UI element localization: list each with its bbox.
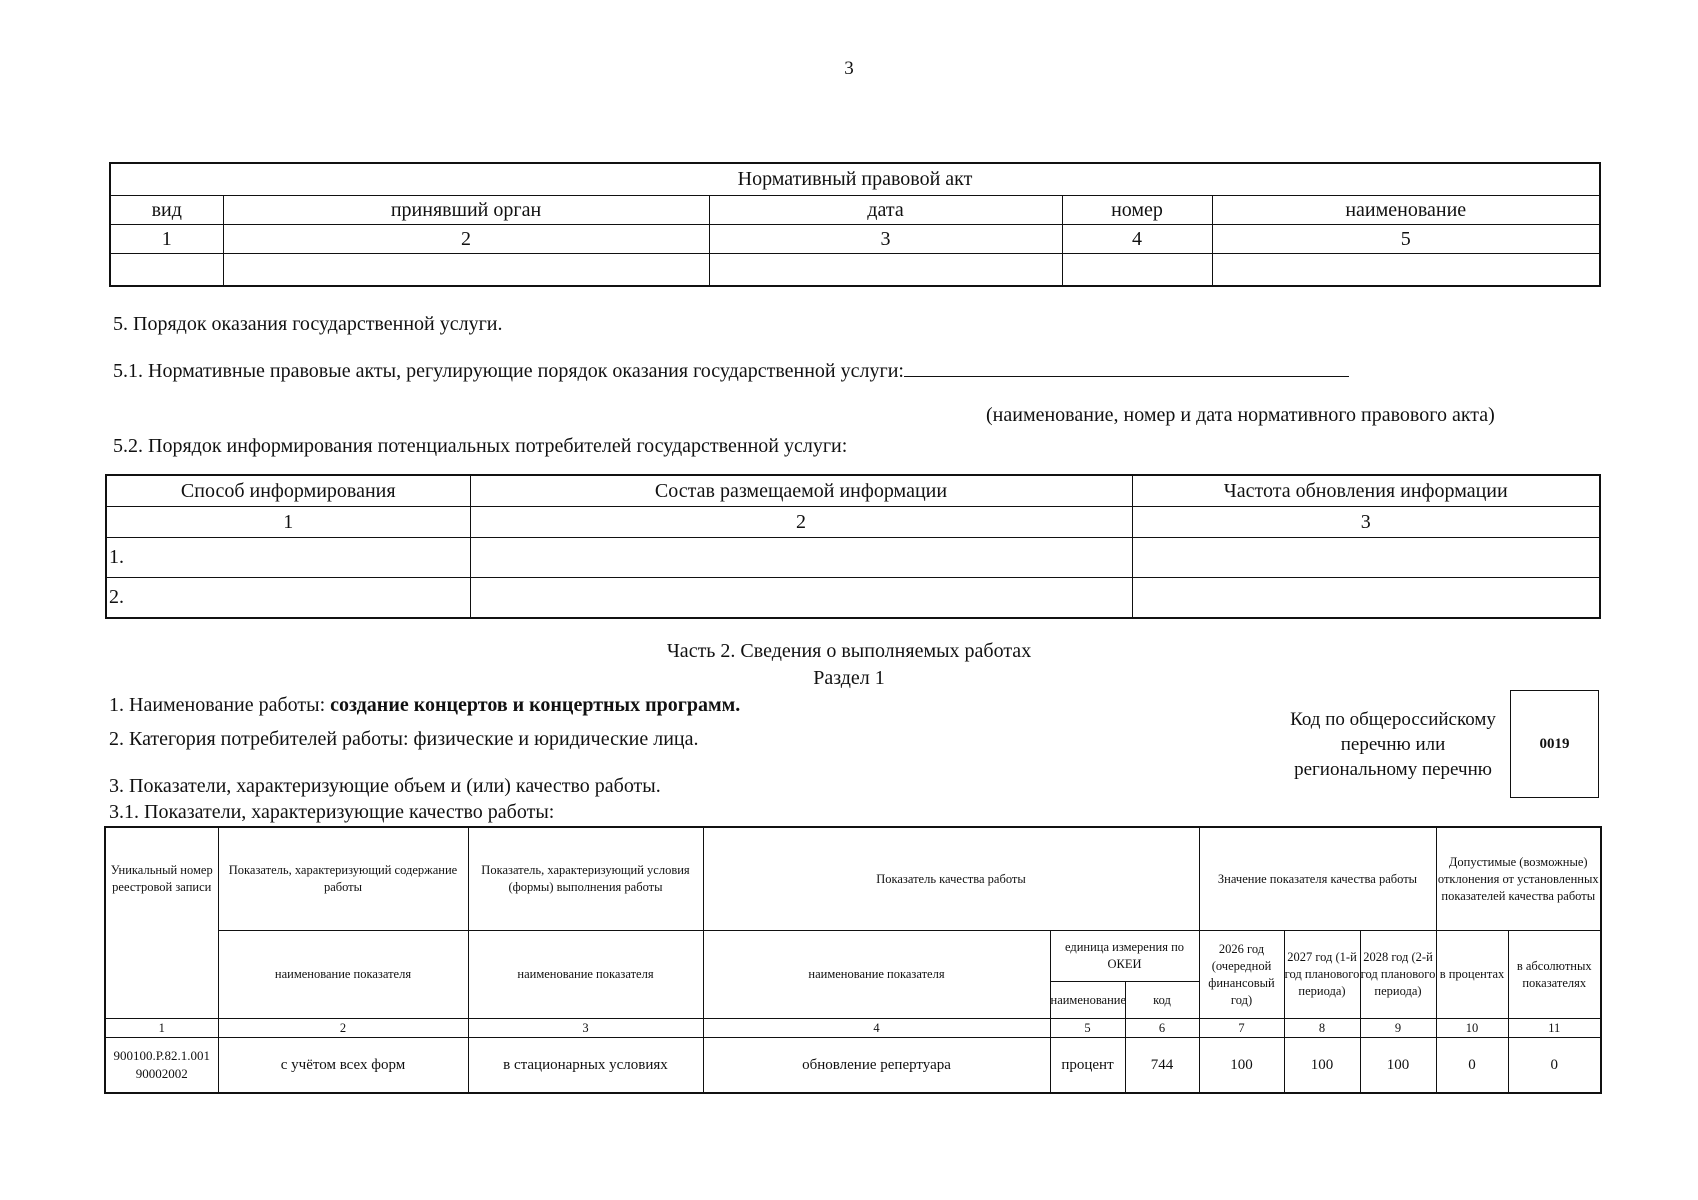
qt-header-conditions: Показатель, характеризующий условия (формы) выполнения работы xyxy=(468,827,703,931)
qt-col-number: 1 xyxy=(105,1019,218,1038)
info-empty-cell xyxy=(470,578,1132,619)
qt-indicator: обновление репертуара xyxy=(703,1038,1050,1094)
registry-code-label: Код по общероссийскому перечню или региональному перечню xyxy=(1290,709,1496,780)
npa-empty-cell xyxy=(1062,254,1212,287)
npa-col-number: 4 xyxy=(1062,225,1212,254)
qt-header-indicator-name: наименование показателя xyxy=(703,931,1050,1019)
section5-2-text: 5.2. Порядок информирования потенциальных потребителей государственной услуги: xyxy=(113,435,848,457)
info-empty-cell xyxy=(470,538,1132,578)
npa-empty-cell xyxy=(110,254,223,287)
qt-registry-number: 900100.Р.82.1.001 90002002 xyxy=(105,1038,218,1094)
work-name-value: создание концертов и концертных программ. xyxy=(330,694,741,716)
registry-code-box: 0019 xyxy=(1510,690,1599,798)
qt-col-number: 4 xyxy=(703,1019,1050,1038)
section5-heading: 5. Порядок оказания государственной услуги. xyxy=(113,313,503,335)
qt-header-indicator-name: наименование показателя xyxy=(468,931,703,1019)
qt-unit: процент xyxy=(1050,1038,1125,1094)
qt-header-2027: 2027 год (1-й год планового периода) xyxy=(1284,931,1360,1019)
qt-header-unit-code: код xyxy=(1125,982,1199,1019)
qt-header-2028: 2028 год (2-й год планового периода) xyxy=(1360,931,1436,1019)
qt-col-number: 7 xyxy=(1199,1019,1284,1038)
part2-section: Раздел 1 xyxy=(813,667,885,689)
npa-col-number: 1 xyxy=(110,225,223,254)
work-name xyxy=(109,694,740,717)
npa-empty-cell xyxy=(1212,254,1600,287)
section5-1-label: 5.1. Нормативные правовые акты, регулирующие порядок оказания государственной услуги: xyxy=(113,360,904,382)
qt-header-value: Значение показателя качества работы xyxy=(1199,827,1436,931)
qt-unit-code: 744 xyxy=(1125,1038,1199,1094)
qt-col-number: 9 xyxy=(1360,1019,1436,1038)
qt-header-deviation: Допустимые (возможные) отклонения от установленных показателей качества работы xyxy=(1436,827,1601,931)
npa-header-number: номер xyxy=(1062,196,1212,225)
npa-col-number: 2 xyxy=(223,225,709,254)
section5-1-text xyxy=(113,358,1349,383)
quality-table xyxy=(104,826,1602,1094)
page-number: 3 xyxy=(844,58,854,79)
qt-header-absolute: в абсолютных показателях xyxy=(1508,931,1601,1019)
npa-blank-line xyxy=(904,358,1349,377)
info-row-label: 2. xyxy=(106,578,470,619)
consumer-category: 2. Категория потребителей работы: физические и юридические лица. xyxy=(109,728,699,750)
part2-title: Часть 2. Сведения о выполняемых работах xyxy=(666,640,1032,662)
npa-header-name: наименование xyxy=(1212,196,1600,225)
info-row-label: 1. xyxy=(106,538,470,578)
quality-indicators-heading: 3.1. Показатели, характеризующие качество работы: xyxy=(109,801,555,823)
work-name-label: 1. Наименование работы: xyxy=(109,694,331,716)
qt-header-quality: Показатель качества работы xyxy=(703,827,1199,931)
info-col-number: 3 xyxy=(1132,507,1600,538)
qt-conditions: в стационарных условиях xyxy=(468,1038,703,1094)
npa-header-authority: принявший орган xyxy=(223,196,709,225)
npa-header-date: дата xyxy=(709,196,1062,225)
qt-col-number: 11 xyxy=(1508,1019,1601,1038)
qt-header-unique-number: Уникальный номер реестровой записи xyxy=(105,827,218,1019)
info-empty-cell xyxy=(1132,578,1600,619)
info-col-number: 2 xyxy=(470,507,1132,538)
qt-header-percent: в процентах xyxy=(1436,931,1508,1019)
info-table xyxy=(105,474,1601,619)
qt-deviation-absolute: 0 xyxy=(1508,1038,1601,1094)
qt-deviation-percent: 0 xyxy=(1436,1038,1508,1094)
npa-table xyxy=(109,162,1601,287)
qt-col-number: 2 xyxy=(218,1019,468,1038)
qt-value-2028: 100 xyxy=(1360,1038,1436,1094)
qt-header-indicator-name: наименование показателя xyxy=(218,931,468,1019)
qt-value-2026: 100 xyxy=(1199,1038,1284,1094)
npa-col-number: 5 xyxy=(1212,225,1600,254)
info-empty-cell xyxy=(1132,538,1600,578)
qt-header-2026: 2026 год (очередной финансовый год) xyxy=(1199,931,1284,1019)
info-col-number: 1 xyxy=(106,507,470,538)
npa-header-type: вид xyxy=(110,196,223,225)
info-header-method: Способ информирования xyxy=(106,475,470,507)
section5-1-caption: (наименование, номер и дата нормативного правового акта) xyxy=(986,404,1495,426)
qt-value-2027: 100 xyxy=(1284,1038,1360,1094)
indicators-heading: 3. Показатели, характеризующие объем и (или) качество работы. xyxy=(109,775,661,797)
qt-col-number: 5 xyxy=(1050,1019,1125,1038)
npa-table-title: Нормативный правовой акт xyxy=(110,163,1600,196)
npa-empty-cell xyxy=(709,254,1062,287)
qt-col-number: 6 xyxy=(1125,1019,1199,1038)
npa-col-number: 3 xyxy=(709,225,1062,254)
info-header-content: Состав размещаемой информации xyxy=(470,475,1132,507)
npa-empty-cell xyxy=(223,254,709,287)
qt-content: с учётом всех форм xyxy=(218,1038,468,1094)
info-header-frequency: Частота обновления информации xyxy=(1132,475,1600,507)
qt-header-unit: единица измерения по ОКЕИ xyxy=(1050,931,1199,982)
qt-col-number: 10 xyxy=(1436,1019,1508,1038)
qt-header-unit-name: наименование xyxy=(1050,982,1125,1019)
qt-col-number: 3 xyxy=(468,1019,703,1038)
qt-header-content: Показатель, характеризующий содержание работы xyxy=(218,827,468,931)
qt-col-number: 8 xyxy=(1284,1019,1360,1038)
